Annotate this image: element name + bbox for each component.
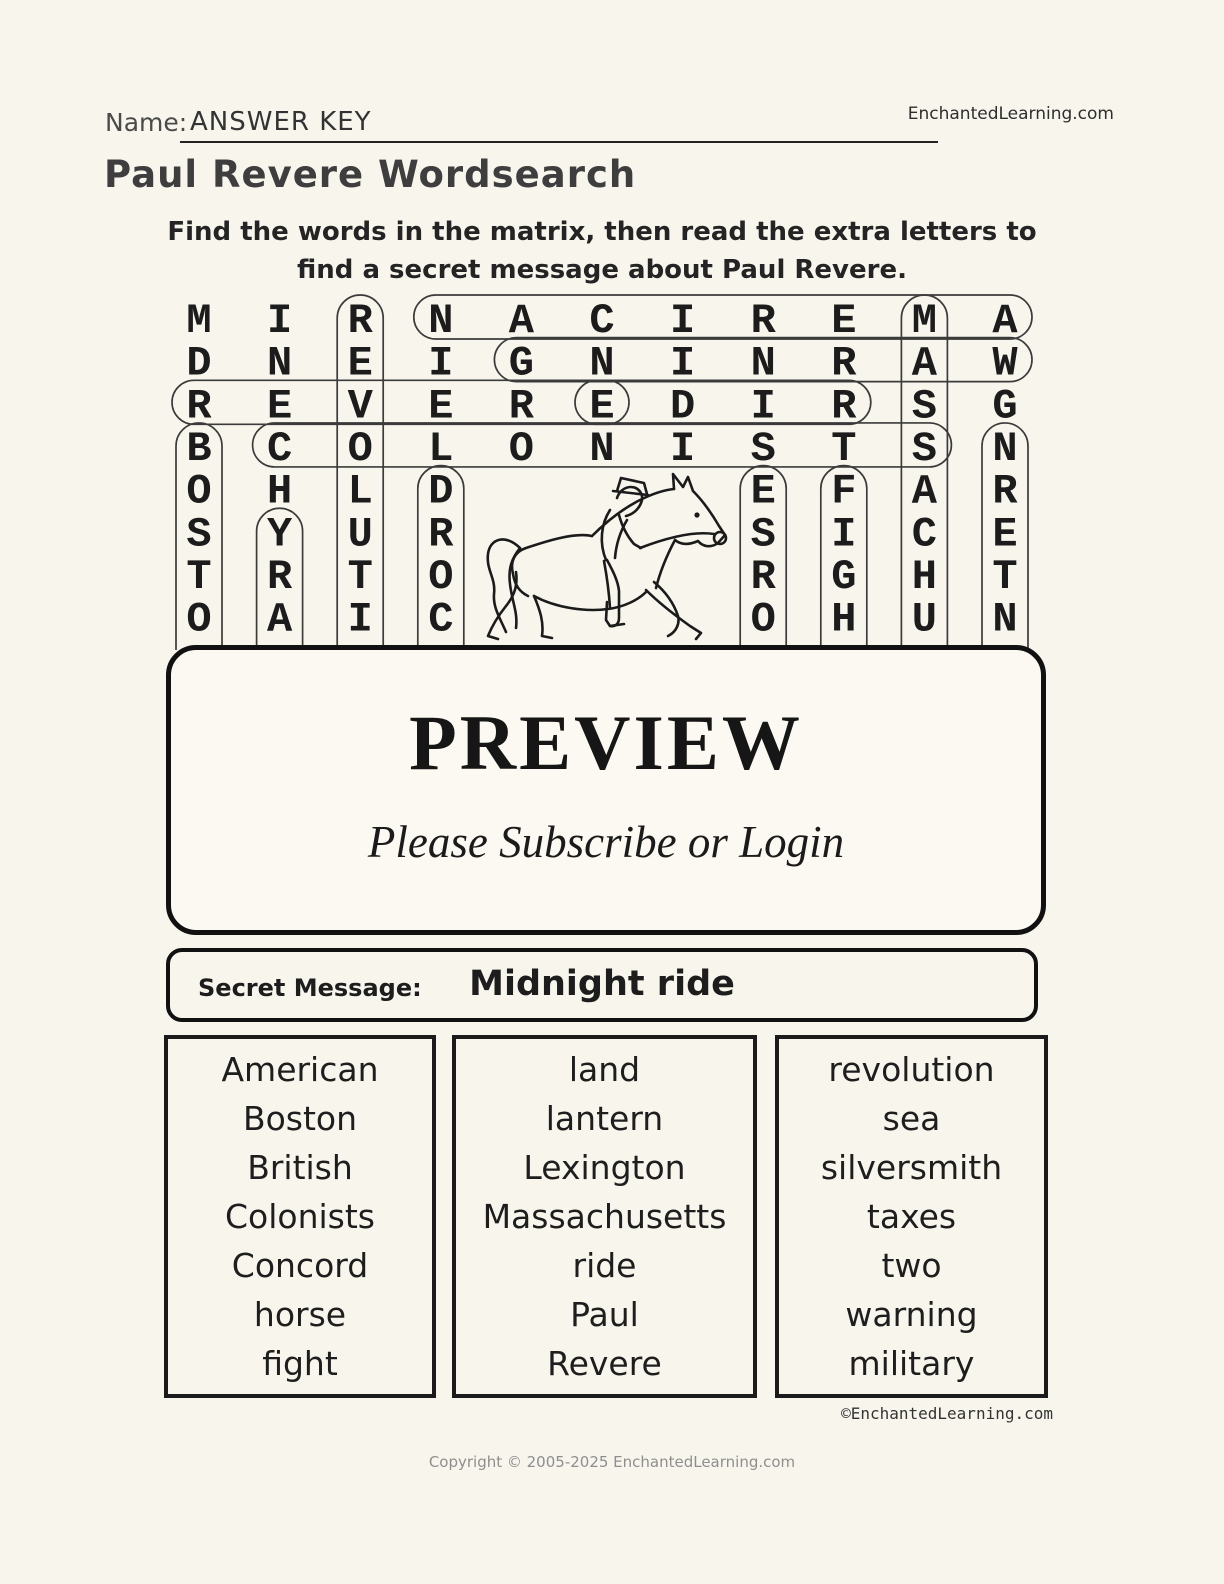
- grid-letter: U: [911, 595, 938, 644]
- horse-head: [675, 491, 725, 546]
- grid-letter: E: [992, 510, 1018, 559]
- grid-letter: R: [186, 382, 212, 431]
- secret-message-value: Midnight ride: [469, 964, 735, 1004]
- word-item: fight: [262, 1344, 338, 1383]
- answer-oval-ride: [575, 380, 871, 424]
- grid-letter: A: [266, 595, 293, 644]
- grid-letter: I: [669, 424, 696, 473]
- word-list-2: [452, 1035, 757, 1398]
- grid-letter: I: [750, 382, 776, 431]
- word-item: Boston: [242, 1099, 358, 1138]
- grid-letter: H: [831, 595, 857, 644]
- grid-letter: O: [186, 467, 212, 516]
- grid-letter: O: [508, 424, 535, 473]
- grid-letters-layer: [186, 297, 1018, 644]
- grid-letter: N: [589, 339, 615, 388]
- grid-letter: E: [347, 339, 373, 388]
- word-item: Paul: [570, 1295, 639, 1334]
- answer-oval-Revere: [172, 380, 629, 424]
- word-item: British: [247, 1148, 353, 1187]
- grid-letter: D: [186, 339, 212, 388]
- word-item: American: [221, 1050, 379, 1089]
- grid-letter: T: [347, 552, 373, 601]
- wordsearch-grid: [0, 278, 1224, 650]
- word-item: Lexington: [523, 1148, 686, 1187]
- word-item: Concord: [231, 1246, 369, 1285]
- grid-letter: G: [831, 552, 857, 601]
- grid-letter: I: [428, 339, 454, 388]
- name-answer-value: ANSWER KEY: [190, 107, 372, 137]
- grid-letter: L: [428, 424, 454, 473]
- grid-letter: W: [992, 339, 1018, 388]
- grid-letter: E: [589, 382, 615, 431]
- word-list-1: [164, 1035, 436, 1398]
- grid-letter: C: [911, 510, 938, 559]
- grid-letter: D: [428, 467, 454, 516]
- grid-letter: R: [992, 467, 1018, 516]
- grid-letter: C: [428, 595, 454, 644]
- grid-letter: E: [266, 382, 293, 431]
- grid-letter: R: [508, 382, 535, 431]
- word-item: Revere: [547, 1344, 662, 1383]
- grid-letter: A: [911, 339, 938, 388]
- horse-belly: [534, 592, 646, 610]
- grid-letter: R: [428, 510, 454, 559]
- grid-letter: F: [831, 467, 857, 516]
- grid-letter: Y: [266, 510, 293, 559]
- grid-letter: T: [186, 552, 212, 601]
- grid-letter: R: [831, 339, 857, 388]
- word-item: land: [568, 1050, 641, 1089]
- grid-letter: R: [750, 297, 776, 345]
- word-item: two: [881, 1246, 942, 1285]
- word-item: sea: [882, 1099, 941, 1138]
- grid-letter: T: [992, 552, 1018, 601]
- grid-letter: O: [347, 424, 373, 473]
- name-underline: [180, 141, 938, 143]
- horse-ears: [673, 474, 693, 491]
- word-item: Massachusetts: [482, 1197, 727, 1236]
- grid-letter: M: [911, 297, 938, 345]
- grid-letter: H: [266, 467, 293, 516]
- word-item: horse: [253, 1295, 347, 1334]
- name-label: Name:: [105, 108, 188, 137]
- preview-title: PREVIEW: [409, 699, 803, 786]
- preview-overlay: [166, 645, 1046, 935]
- grid-letter: A: [911, 467, 938, 516]
- word-item: warning: [845, 1295, 978, 1334]
- grid-letter: I: [669, 297, 696, 345]
- grid-letter: I: [669, 339, 696, 388]
- grid-letter: N: [992, 424, 1018, 473]
- rider-torso-front: [615, 520, 627, 558]
- instructions-line-1: Find the words in the matrix, then read the extra letters to: [167, 217, 1037, 247]
- grid-letter: E: [750, 467, 776, 516]
- grid-letter: N: [750, 339, 776, 388]
- grid-letter: I: [347, 595, 373, 644]
- grid-letter: N: [428, 297, 454, 345]
- page-title: Paul Revere Wordsearch: [104, 153, 637, 196]
- copyright: Copyright © 2005-2025 EnchantedLearning.com: [428, 1453, 796, 1471]
- instructions-line-2: find a secret message about Paul Revere.: [297, 255, 907, 285]
- grid-letter: B: [186, 424, 212, 473]
- answer-oval-American: [414, 295, 1032, 339]
- grid-letter: V: [347, 382, 373, 431]
- word-item: military: [848, 1344, 975, 1383]
- grid-letter: S: [750, 424, 776, 473]
- rider-torso-back: [602, 510, 610, 560]
- horse-throat: [656, 540, 675, 588]
- horse-rider-illustration: [488, 474, 726, 639]
- word-item: revolution: [828, 1050, 995, 1089]
- secret-message-label: Secret Message:: [198, 974, 422, 1002]
- grid-letter: C: [266, 424, 293, 473]
- grid-letter: E: [831, 297, 857, 345]
- grid-letter: O: [186, 595, 212, 644]
- grid-letter: L: [347, 467, 373, 516]
- grid-letter: N: [589, 424, 615, 473]
- grid-letter: A: [992, 297, 1018, 345]
- site-logo: EnchantedLearning.com: [907, 104, 1114, 124]
- horse-back: [512, 535, 592, 596]
- grid-letter: C: [589, 297, 615, 345]
- word-list-3: [775, 1035, 1048, 1398]
- rider-boot-sole: [610, 624, 624, 626]
- preview-subscribe-login-prompt[interactable]: Please Subscribe or Login: [367, 817, 845, 867]
- grid-letter: H: [911, 552, 938, 601]
- grid-letter: N: [266, 339, 293, 388]
- grid-letter: O: [428, 552, 454, 601]
- grid-letter: S: [911, 424, 938, 473]
- secret-message-box: [166, 948, 1038, 1022]
- word-item: Colonists: [225, 1197, 375, 1236]
- horse-eye: [694, 512, 699, 517]
- grid-letter: R: [266, 552, 293, 601]
- grid-letter: N: [992, 595, 1018, 644]
- grid-letter: T: [831, 424, 857, 473]
- grid-letter: E: [428, 382, 454, 431]
- grid-letter: R: [347, 297, 373, 345]
- grid-letter: G: [508, 339, 535, 388]
- grid-letter: A: [508, 297, 535, 345]
- grid-letter: I: [831, 510, 857, 559]
- grid-letter: G: [992, 382, 1018, 431]
- word-item: lantern: [545, 1099, 664, 1138]
- grid-letter: S: [911, 382, 938, 431]
- grid-letter: O: [750, 595, 776, 644]
- word-item: ride: [572, 1246, 637, 1285]
- grid-letter: R: [750, 552, 776, 601]
- grid-letter: S: [750, 510, 776, 559]
- grid-letter: M: [186, 297, 212, 345]
- grid-letter: S: [186, 510, 212, 559]
- grid-letter: R: [831, 382, 857, 431]
- grid-letter: I: [266, 297, 293, 345]
- word-item: taxes: [866, 1197, 957, 1236]
- grid-letter: U: [347, 510, 373, 559]
- grid-letter: D: [669, 382, 696, 431]
- word-item: silversmith: [820, 1148, 1003, 1187]
- attribution: ©EnchantedLearning.com: [841, 1404, 1053, 1423]
